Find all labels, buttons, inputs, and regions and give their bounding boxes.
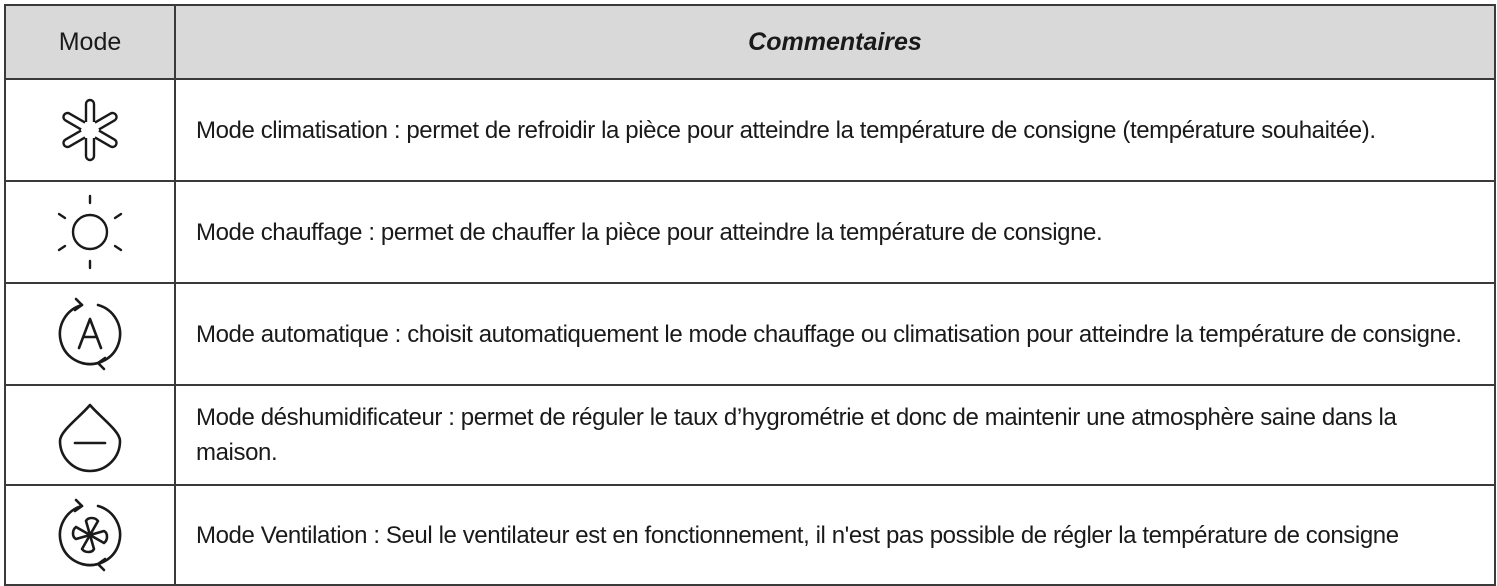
mode-description: Mode Ventilation : Seul le ventilateur est en fonctionnement, il n'est pas possible de régler la température de consigne — [175, 485, 1495, 585]
snowflake-icon — [55, 95, 125, 165]
mode-description: Mode automatique : choisit automatiquement le mode chauffage ou climatisation pour atteindre la température de consigne. — [175, 283, 1495, 385]
table-row — [5, 385, 1495, 485]
mode-icon-cell — [5, 79, 175, 181]
mode-description: Mode déshumidificateur : permet de réguler le taux d’hygrométrie et donc de maintenir une atmosphère saine dans la maison. — [175, 385, 1495, 485]
header-mode: Mode — [5, 5, 175, 79]
mode-description: Mode climatisation : permet de refroidir la pièce pour atteindre la température de consigne (température souhaitée). — [175, 79, 1495, 181]
table-header-row — [5, 5, 1495, 79]
auto-cycle-icon — [52, 296, 128, 372]
mode-icon-cell — [5, 283, 175, 385]
mode-icon-cell — [5, 385, 175, 485]
table-row — [5, 485, 1495, 585]
table-row — [5, 181, 1495, 283]
droplet-minus-icon — [52, 397, 128, 473]
table-row — [5, 283, 1495, 385]
mode-description: Mode chauffage : permet de chauffer la pièce pour atteindre la température de consigne. — [175, 181, 1495, 283]
table-row — [5, 79, 1495, 181]
mode-icon-cell — [5, 485, 175, 585]
modes-table — [4, 4, 1496, 586]
mode-icon-cell — [5, 181, 175, 283]
fan-cycle-icon — [52, 497, 128, 573]
header-comments: Commentaires — [175, 5, 1495, 79]
sun-icon — [52, 194, 128, 270]
